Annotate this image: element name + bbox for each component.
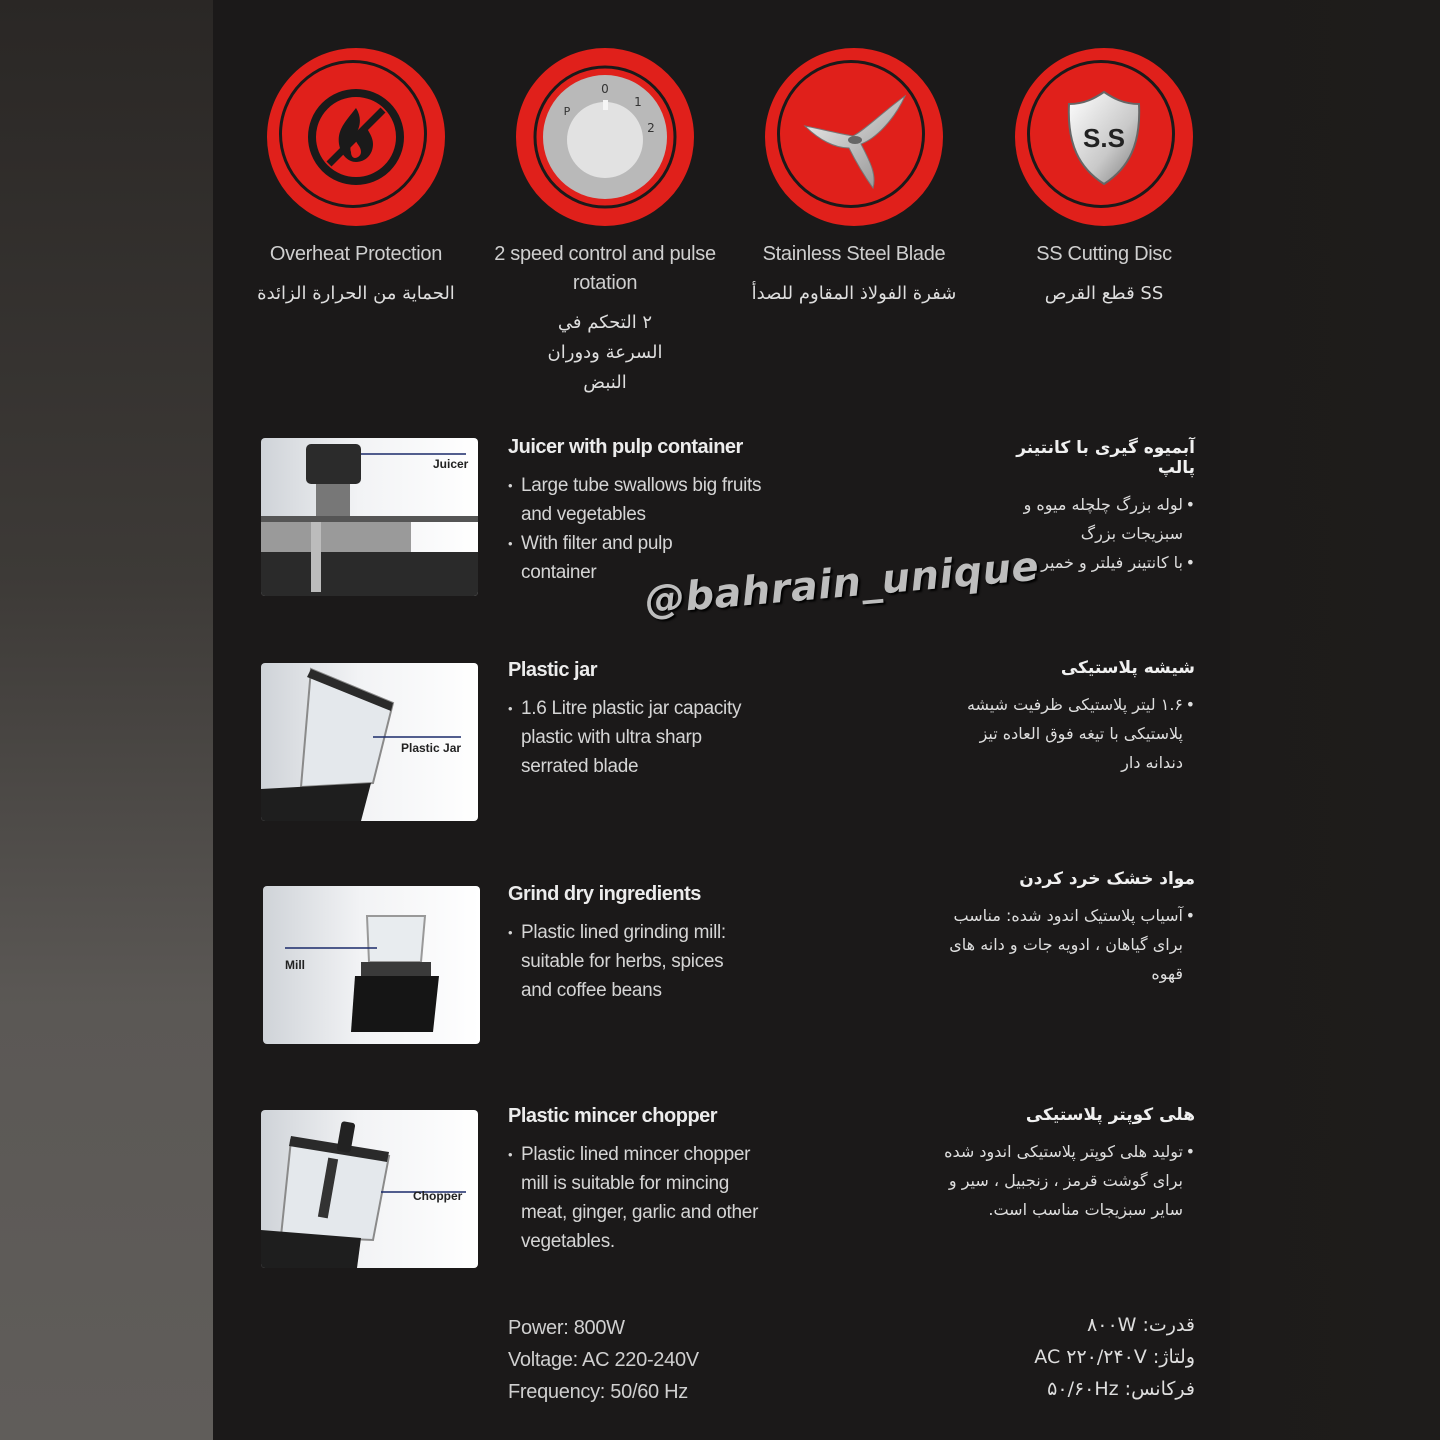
plastic-jar-title-en: Plastic jar <box>508 659 598 681</box>
no-fire-icon <box>267 48 445 226</box>
speed-badge <box>516 48 694 226</box>
specs-en <box>508 1312 699 1408</box>
feature-overheat-protection <box>226 48 486 309</box>
dial-mark-1: 1 <box>634 95 642 109</box>
juicer-bullet-fa: • لوله بزرگ چلچله میوه و سبزیجات بزرگ <box>975 490 1195 548</box>
feature-label-ar: الحماية من الحرارة الزائدة <box>257 283 455 304</box>
spec-power-fa: قدرت: ۸۰۰W <box>1087 1314 1195 1336</box>
dial-mark-0: 0 <box>601 82 609 96</box>
chopper-bullet-fa: • تولید هلی کوپتر پلاستیکی اندود شده برای گوشت قرمز ، زنجبیل ، سیر و سایر سبزیجات مناسب است. <box>915 1137 1195 1224</box>
mill-bullet-en: • Plastic lined grinding mill: suitable for herbs, spices and coffee beans <box>508 918 751 1005</box>
ss-badge <box>1015 48 1193 226</box>
chopper-bullet-en: • Plastic lined mincer chopper mill is suitable for mincing meat, ginger, garlic and other vegetables. <box>508 1140 766 1256</box>
spec-power-en: Power: 800W <box>508 1317 625 1339</box>
feature-label-en: Overheat Protection <box>269 243 443 265</box>
plastic-jar-image <box>261 663 478 821</box>
blade-badge <box>765 48 943 226</box>
feature-stainless-blade <box>724 48 984 309</box>
mill-description-en <box>508 883 768 1005</box>
juicer-image <box>261 438 478 596</box>
mill-title-fa: مواد خشک خرد کردن <box>1019 869 1195 889</box>
plastic-jar-title-fa: شیشه پلاستیکی <box>1060 658 1195 678</box>
dial-mark-2: 2 <box>647 121 655 135</box>
overheat-badge <box>267 48 445 226</box>
shield-text: S.S <box>1083 123 1125 153</box>
juicer-bullet-en: • Large tube swallows big fruits and vegetables <box>508 471 768 529</box>
shield-ss-icon <box>1015 48 1193 226</box>
mill-description-fa <box>925 869 1195 988</box>
spec-frequency-fa: فرکانس: ۵۰/۶۰Hz <box>1047 1378 1195 1400</box>
chopper-image-label: Chopper <box>413 1189 463 1203</box>
juicer-description-en <box>508 436 768 587</box>
feature-label-en: SS Cutting Disc <box>1036 243 1172 265</box>
right-background-strip <box>1230 0 1440 1440</box>
feature-label-en: 2 speed control and pulse rotation <box>494 243 716 294</box>
mill-image-label: Mill <box>285 958 305 972</box>
spec-frequency-en: Frequency: 50/60 Hz <box>508 1381 688 1403</box>
mill-image <box>263 886 480 1044</box>
juicer-title-fa: آبمیوه گیری با کانتینر پالپ <box>1016 438 1195 478</box>
dial-mark-p: P <box>563 105 571 118</box>
specs-fa <box>1034 1309 1195 1405</box>
feature-label-ar: SS قطع القرص <box>1044 283 1164 304</box>
left-background-strip <box>0 0 213 1440</box>
chopper-image <box>261 1110 478 1268</box>
feature-speed-control <box>475 48 735 398</box>
chopper-description-fa <box>915 1105 1195 1224</box>
chopper-title-fa: هلی کوپتر پلاستیکی <box>1025 1105 1195 1125</box>
speed-dial-icon <box>516 48 694 226</box>
watermark-text: @bahrain_unique <box>642 543 1041 624</box>
juicer-bullet-en: • With filter and pulp container <box>508 529 711 587</box>
feature-label-en: Stainless Steel Blade <box>762 243 946 265</box>
mill-bullet-fa: • آسیاب پلاستیک اندود شده: مناسب برای گیاهان ، ادویه جات و دانه های قهوه <box>925 901 1195 988</box>
plastic-jar-bullet-fa: • ۱.۶ لیتر پلاستیکی ظرفیت شیشه پلاستیکی با تیغه فوق العاده تیز دندانه دار <box>945 690 1195 777</box>
juicer-bullet-fa: • با کانتینر فیلتر و خمیر <box>975 548 1195 577</box>
juicer-image-label: Juicer <box>433 457 469 471</box>
spec-voltage-fa: ولتاژ: AC ۲۲۰/۲۴۰V <box>1034 1346 1195 1368</box>
mill-title-en: Grind dry ingredients <box>508 883 701 905</box>
feature-label-ar: ٢ التحكم في السرعة ودوران النبض <box>547 312 663 393</box>
feature-ss-cutting-disc <box>974 48 1234 309</box>
chopper-title-en: Plastic mincer chopper <box>508 1105 718 1127</box>
plastic-jar-description-en <box>508 659 768 781</box>
chopper-description-en <box>508 1105 768 1256</box>
blade-icon <box>765 48 943 226</box>
feature-label-ar: شفرة الفولاذ المقاوم للصدأ <box>751 283 957 304</box>
plastic-jar-description-fa <box>945 658 1195 777</box>
spec-voltage-en: Voltage: AC 220-240V <box>508 1349 699 1371</box>
juicer-title-en: Juicer with pulp container <box>508 436 743 458</box>
plastic-jar-bullet-en: • 1.6 Litre plastic jar capacity plastic with ultra sharp serrated blade <box>508 694 746 781</box>
plastic-jar-image-label: Plastic Jar <box>401 741 462 755</box>
